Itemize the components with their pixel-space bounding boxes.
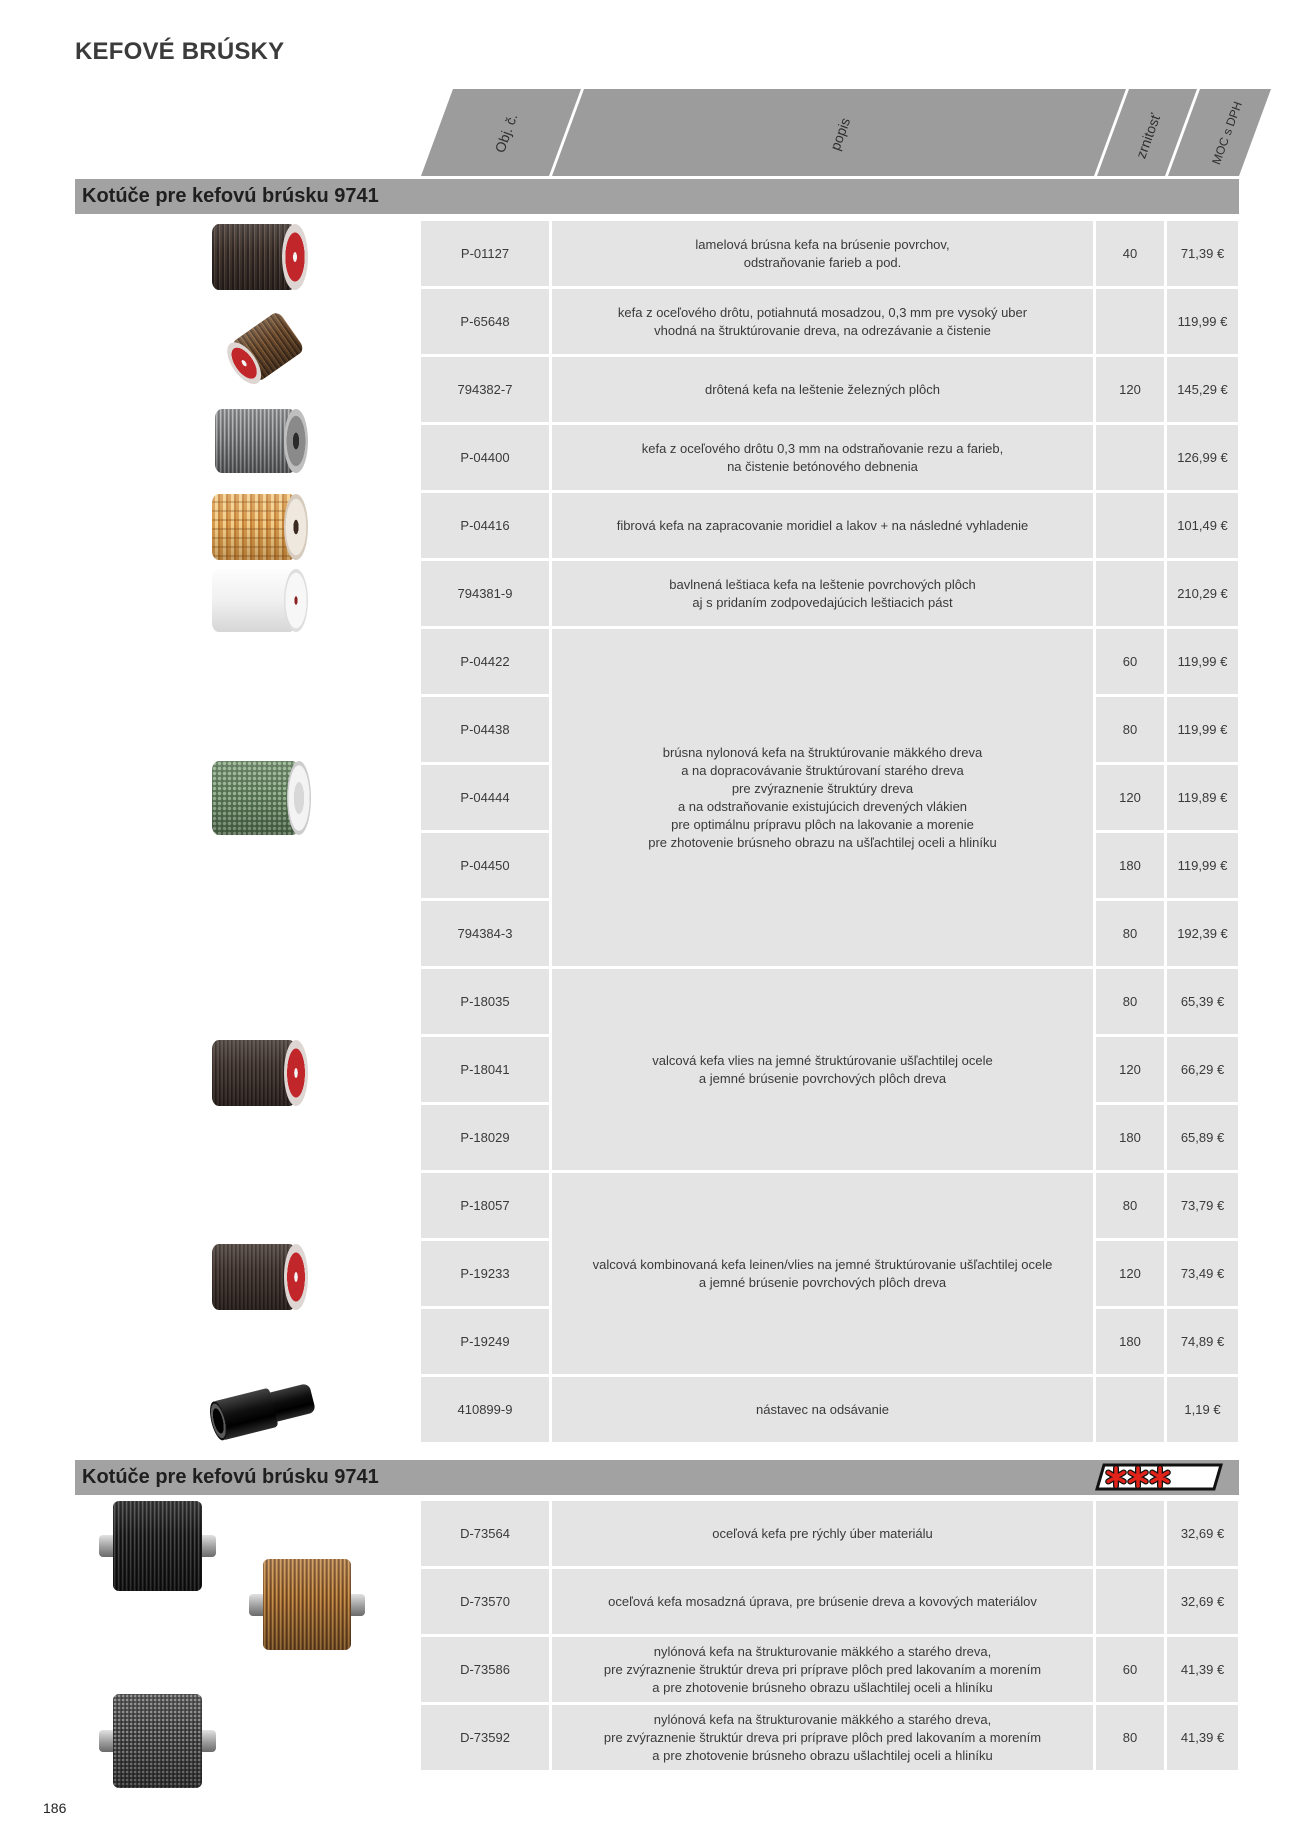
- grain-size: 60: [1096, 1637, 1164, 1702]
- brush-hub: [284, 1244, 308, 1310]
- price: 145,29 €: [1167, 357, 1238, 422]
- grain-size: 80: [1096, 1705, 1164, 1770]
- product-code: 410899-9: [421, 1377, 549, 1442]
- price: 74,89 €: [1167, 1309, 1238, 1374]
- grain-size: 180: [1096, 1309, 1164, 1374]
- column-header-price: MOC s DPH: [1209, 99, 1245, 167]
- brush-hub: [284, 569, 308, 632]
- grain-size: 80: [1096, 1173, 1164, 1238]
- product-code: D-73586: [421, 1637, 549, 1702]
- table-row: [421, 221, 1238, 286]
- price: 192,39 €: [1167, 901, 1238, 966]
- brass-coated-wire-brush-image: [221, 310, 306, 389]
- product-description: lamelová brúsna kefa na brúsenie povrchov, odstraňovanie farieb a pod.: [552, 221, 1093, 286]
- product-code: P-65648: [421, 289, 549, 354]
- product-code: P-18035: [421, 969, 549, 1034]
- column-header-description: popis: [826, 115, 854, 153]
- product-code: D-73570: [421, 1569, 549, 1634]
- product-code: P-01127: [421, 221, 549, 286]
- brush-bristles: [263, 1559, 351, 1650]
- page-number: 186: [43, 1800, 67, 1816]
- grain-size: 80: [1096, 969, 1164, 1034]
- price: 32,69 €: [1167, 1569, 1238, 1634]
- product-code: P-18057: [421, 1173, 549, 1238]
- brush-hub: [287, 761, 311, 835]
- product-code: P-04438: [421, 697, 549, 762]
- page-title: KEFOVÉ BRÚSKY: [75, 38, 285, 65]
- grain-size: 120: [1096, 1037, 1164, 1102]
- section-header: [75, 1460, 1239, 1495]
- table-row: [421, 289, 1238, 354]
- price: 41,39 €: [1167, 1637, 1238, 1702]
- combination-brush-image: [212, 1244, 308, 1310]
- table-row: [421, 561, 1238, 626]
- table-row: [421, 1569, 1238, 1634]
- brush-bristles: [212, 761, 299, 835]
- price: 119,99 €: [1167, 697, 1238, 762]
- brush-bristles: [113, 1501, 202, 1591]
- price: 119,99 €: [1167, 289, 1238, 354]
- product-code: 794381-9: [421, 561, 549, 626]
- table-row: [421, 1173, 1238, 1238]
- brass-roller-brush-image: [249, 1559, 365, 1650]
- product-code: P-04416: [421, 493, 549, 558]
- product-code: P-04422: [421, 629, 549, 694]
- extraction-nozzle-image: [207, 1378, 318, 1442]
- price: 73,79 €: [1167, 1173, 1238, 1238]
- product-description: oceľová kefa mosadzná úprava, pre brúsenie dreva a kovových materiálov: [552, 1569, 1093, 1634]
- grain-size: 40: [1096, 221, 1164, 286]
- fiber-brush-image: [212, 494, 308, 560]
- product-code: P-04400: [421, 425, 549, 490]
- column-header-grain: zrnitosť: [1132, 111, 1164, 161]
- section-title: Kotúče pre kefovú brúsku 9741: [82, 185, 379, 207]
- product-code: P-04444: [421, 765, 549, 830]
- product-description: kefa z oceľového drôtu, potiahnutá mosadzou, 0,3 mm pre vysoký uber vhodná na štruktúrovanie dreva, na odrezávanie a čistenie: [552, 289, 1093, 354]
- grain-size: [1096, 425, 1164, 490]
- table-row: [421, 1637, 1238, 1702]
- grain-size: 80: [1096, 901, 1164, 966]
- brush-hub: [284, 494, 308, 560]
- table-row: [421, 493, 1238, 558]
- price: 126,99 €: [1167, 425, 1238, 490]
- section-title: Kotúče pre kefovú brúsku 9741: [82, 1466, 379, 1488]
- three-star-logo: [1094, 1462, 1224, 1492]
- grain-size: 80: [1096, 697, 1164, 762]
- table-row: [421, 357, 1238, 422]
- price: 1,19 €: [1167, 1377, 1238, 1442]
- product-description: nylónová kefa na štrukturovanie mäkkého a starého dreva, pre zvýraznenie štruktúr dreva pri príprave plôch pred lakovaním a morením a pre zhotovenie brúsneho obrazu ušlachtilej oceli a hliníku: [552, 1705, 1093, 1770]
- price: 65,89 €: [1167, 1105, 1238, 1170]
- grain-size: [1096, 1569, 1164, 1634]
- product-code: P-18041: [421, 1037, 549, 1102]
- lamella-brush-image: [212, 224, 308, 290]
- fleece-brush-image: [212, 1040, 308, 1106]
- grain-size: 60: [1096, 629, 1164, 694]
- table-row: [421, 969, 1238, 1034]
- grain-size: [1096, 493, 1164, 558]
- product-table: [418, 1498, 1241, 1773]
- table-row: [421, 629, 1238, 694]
- product-code: P-04450: [421, 833, 549, 898]
- price: 41,39 €: [1167, 1705, 1238, 1770]
- price: 73,49 €: [1167, 1241, 1238, 1306]
- price: 66,29 €: [1167, 1037, 1238, 1102]
- nylon-brush-image: [212, 761, 311, 835]
- grain-size: 180: [1096, 1105, 1164, 1170]
- steel-wire-roller-brush-image: [99, 1501, 216, 1591]
- product-code: P-19249: [421, 1309, 549, 1374]
- product-table-body: [421, 221, 1238, 1442]
- table-row: [421, 425, 1238, 490]
- grain-size: 180: [1096, 833, 1164, 898]
- brush-bristles: [113, 1694, 202, 1788]
- grain-size: [1096, 1501, 1164, 1566]
- product-code: 794382-7: [421, 357, 549, 422]
- grain-size: 120: [1096, 1241, 1164, 1306]
- cotton-polishing-brush-image: [212, 569, 308, 632]
- price: 119,89 €: [1167, 765, 1238, 830]
- grain-size: 120: [1096, 357, 1164, 422]
- product-code: P-18029: [421, 1105, 549, 1170]
- column-header-band: [0, 0, 1299, 180]
- brush-hub: [284, 409, 308, 473]
- price: 119,99 €: [1167, 833, 1238, 898]
- grain-size: 120: [1096, 765, 1164, 830]
- product-table: [418, 218, 1241, 1445]
- price: 65,39 €: [1167, 969, 1238, 1034]
- brush-hub: [284, 1040, 308, 1106]
- product-code: P-19233: [421, 1241, 549, 1306]
- product-description: kefa z oceľového drôtu 0,3 mm na odstraňovanie rezu a farieb, na čistenie betónového debnenia: [552, 425, 1093, 490]
- grain-size: [1096, 1377, 1164, 1442]
- product-description: nástavec na odsávanie: [552, 1377, 1093, 1442]
- section-header: [75, 179, 1239, 214]
- product-description: brúsna nylonová kefa na štruktúrovanie mäkkého dreva a na dopracovávanie štruktúrovaní starého dreva pre zvýraznenie štruktúry dreva a na odstraňovanie existujúcich drevených vlákien pre optimálnu prípravu plôch na lakovanie a morenie pre zhotovenie brúsneho obrazu na ušľachtilej oceli a hliníku: [552, 629, 1093, 966]
- product-description: bavlnená leštiaca kefa na leštenie povrchových plôch aj s pridaním zodpovedajúcich leštiacich pást: [552, 561, 1093, 626]
- product-code: D-73592: [421, 1705, 549, 1770]
- product-code: 794384-3: [421, 901, 549, 966]
- product-table-body: [421, 1501, 1238, 1770]
- column-header-code: Obj. č.: [491, 111, 521, 155]
- grain-size: [1096, 289, 1164, 354]
- price: 119,99 €: [1167, 629, 1238, 694]
- table-row: [421, 1377, 1238, 1442]
- table-row: [421, 1501, 1238, 1566]
- grain-size: [1096, 561, 1164, 626]
- product-description: valcová kefa vlies na jemné štruktúrovanie ušľachtilej ocele a jemné brúsenie povrchových plôch dreva: [552, 969, 1093, 1170]
- brush-hub: [282, 224, 308, 290]
- product-description: fibrová kefa na zapracovanie moridiel a lakov + na následné vyhladenie: [552, 493, 1093, 558]
- price: 101,49 €: [1167, 493, 1238, 558]
- price: 71,39 €: [1167, 221, 1238, 286]
- nylon-roller-brush-image: [99, 1694, 216, 1788]
- price: 210,29 €: [1167, 561, 1238, 626]
- product-code: D-73564: [421, 1501, 549, 1566]
- product-description: nylónová kefa na štrukturovanie mäkkého a starého dreva, pre zvýraznenie štruktúr dreva pri príprave plôch pred lakovaním a morením a pre zhotovenie brúsneho obrazu ušlachtilej oceli a hliníku: [552, 1637, 1093, 1702]
- price: 32,69 €: [1167, 1501, 1238, 1566]
- product-description: valcová kombinovaná kefa leinen/vlies na jemné štruktúrovanie ušľachtilej ocele a jemné brúsenie povrchových plôch dreva: [552, 1173, 1093, 1374]
- product-description: drôtená kefa na leštenie železných plôch: [552, 357, 1093, 422]
- logo-stars: [1108, 1468, 1168, 1486]
- product-description: oceľová kefa pre rýchly úber materiálu: [552, 1501, 1093, 1566]
- table-row: [421, 1705, 1238, 1770]
- steel-wire-brush-image: [215, 409, 308, 473]
